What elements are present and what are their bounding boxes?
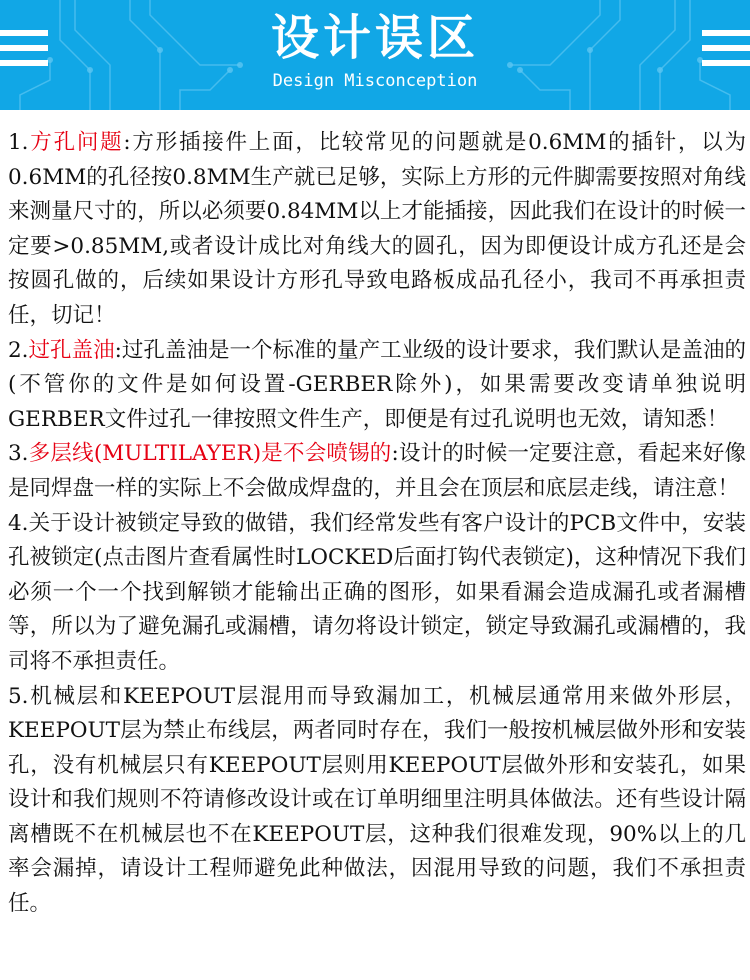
list-item — [8, 334, 746, 438]
list-item — [8, 507, 746, 680]
header-banner — [0, 0, 750, 110]
item-text: :过孔盖油是一个标准的量产工业级的设计要求，我们默认是盖油的(不管你的文件是如何设置-GERBER除外)，如果需要改变请单独说明GERBER文件过孔一律按照文件生产，即便是有过孔说明也无效，请知悉！ — [8, 337, 746, 432]
item-highlight: 多层线(MULTILAYER)是不会喷锡的 — [28, 441, 392, 467]
page-title: 设计误区 — [270, 10, 479, 66]
list-item — [8, 437, 746, 506]
item-number: 1. — [8, 130, 29, 155]
item-number: 4. — [8, 510, 29, 536]
list-item — [8, 126, 746, 334]
item-text: 关于设计被锁定导致的做错，我们经常发些有客户设计的PCB文件中，安装孔被锁定(点击图片查看属性时LOCKED后面打钩代表锁定)，这种情况下我们必须一个一个找到解锁才能输出正确的图形，如果看漏会造成漏孔或者漏槽等，所以为了避免漏孔或漏槽，请勿将设计锁定，锁定导致漏孔或漏槽的，我司将不承担责任。 — [8, 510, 746, 674]
item-text: 机械层和KEEPOUT层混用而导致漏加工，机械层通常用来做外形层，KEEPOUT层为禁止布线层，两者同时存在，我们一般按机械层做外形和安装孔，没有机械层只有KEEPOUT层则用KEEPOUT层做外形和安装孔，如果设计和我们规则不符请修改设计或在订单明细里注明具体做法。还有些设计隔离槽既不在机械层也不在KEEPOUT层，这种我们很难发现，90%以上的几率会漏掉，请设计工程师避免此种做法，因混用导致的问题，我们不承担责任。 — [8, 683, 746, 917]
item-number: 3. — [8, 441, 29, 467]
item-highlight: 方孔问题 — [28, 130, 124, 155]
list-item — [8, 680, 746, 922]
item-text: :方形插接件上面，比较常见的问题就是0.6MM的插针，以为0.6MM的孔径按0.8MM生产就已足够，实际上方形的元件脚需要按照对角线来测量尺寸的，所以必须要0.84MM以上才能插接，因此我们在设计的时候一定要>0.85MM,或者设计成比对角线大的圆孔，因为即便设计成方孔还是会按圆孔做的，后续如果设计方形孔导致电路板成品孔径小，我司不再承担责任，切记！ — [8, 130, 746, 328]
item-text: :设计的时候一定要注意，看起来好像是同焊盘一样的实际上不会做成焊盘的，并且会在顶层和底层走线，请注意！ — [8, 441, 746, 501]
page-subtitle: Design Misconception — [272, 71, 478, 91]
misconception-list — [8, 126, 746, 922]
item-number: 2. — [8, 337, 29, 363]
item-number: 5. — [8, 683, 29, 709]
item-highlight: 过孔盖油 — [28, 337, 115, 363]
